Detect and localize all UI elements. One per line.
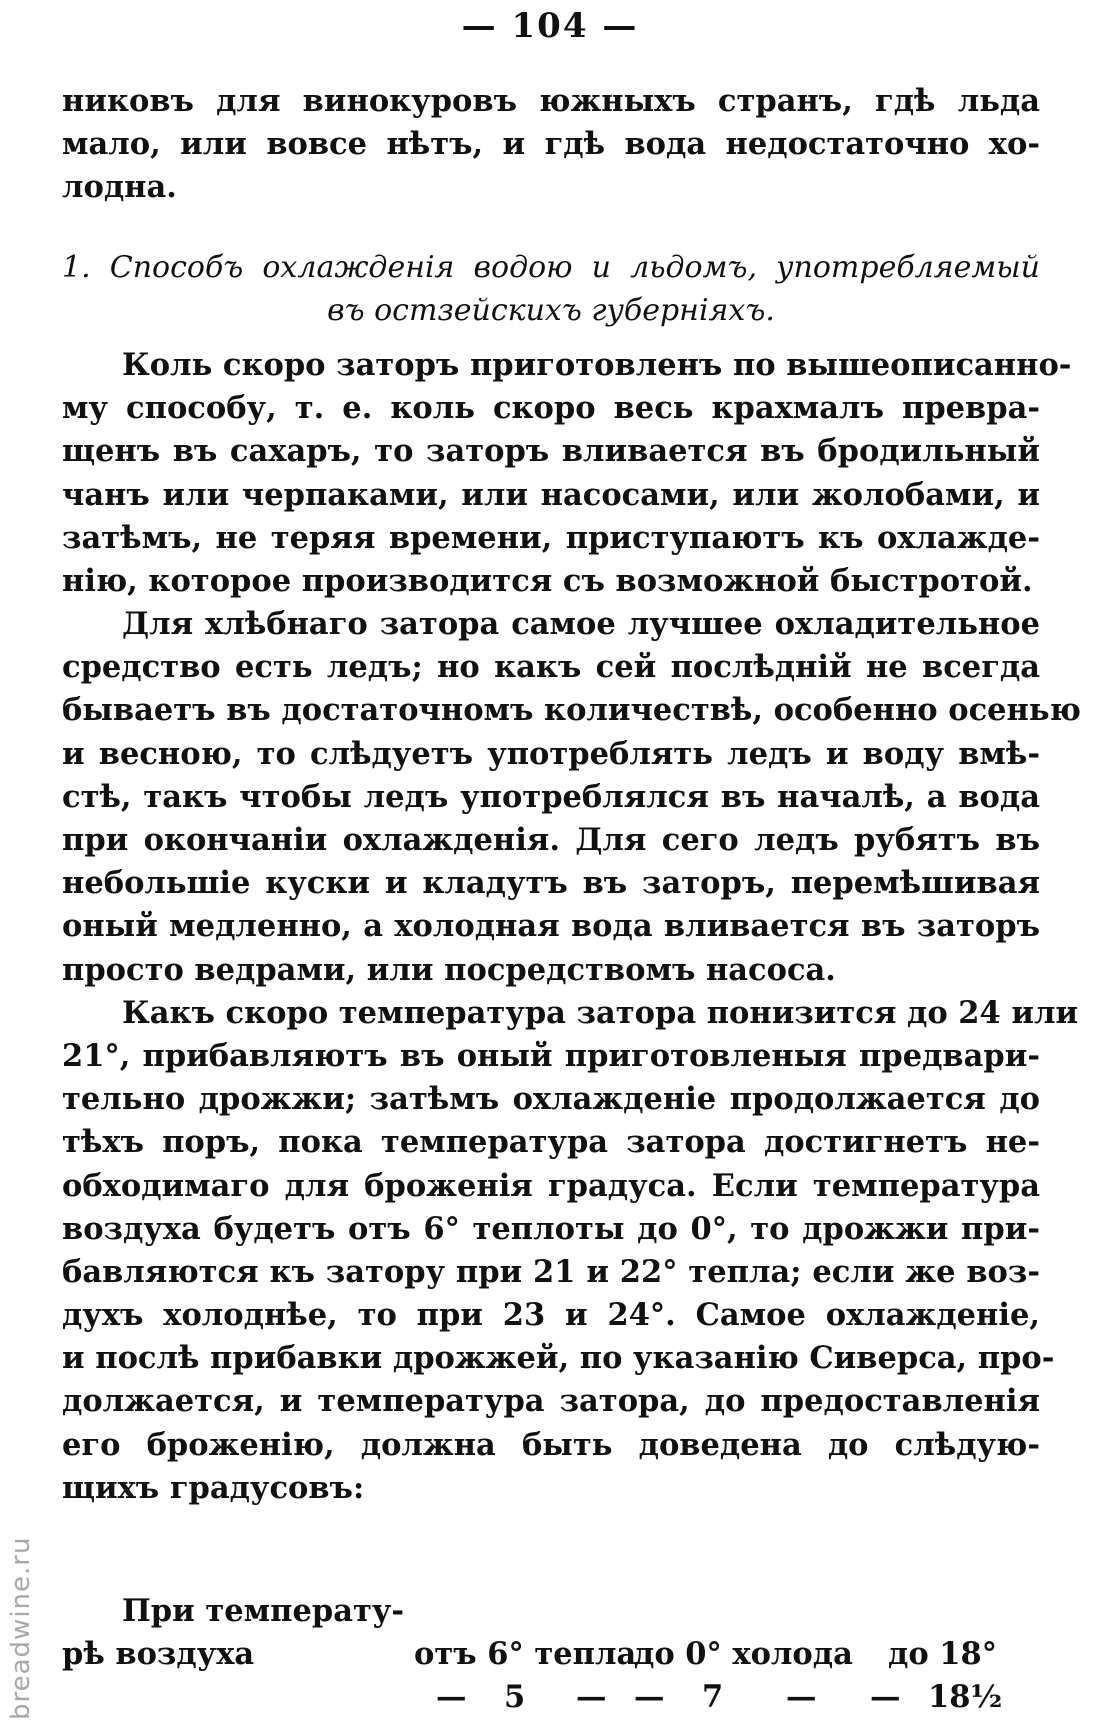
table-dash: — [436, 1679, 467, 1715]
text-line: му способу, т. е. коль скоро весь крахмалъ превра- [62, 390, 1040, 427]
text-line: нію, которое производится съ возможной быстротой. [62, 562, 1033, 599]
text-line: просто ведрами, или посредствомъ насоса. [62, 951, 836, 988]
watermark [6, 1360, 36, 1720]
text-line: средство есть ледъ; но какъ сей послѣдній не всегда [62, 649, 1040, 686]
table-row-label: рѣ воздуха [62, 1636, 255, 1672]
page-number-header: — 104 — [461, 6, 639, 46]
text-line: щенъ въ сахаръ, то заторъ вливается въ бродильный [62, 433, 1040, 470]
section-heading [62, 246, 1040, 332]
section-heading-line: въ остзейскихъ губерніяхъ. [327, 292, 775, 328]
text-line: духъ холоднѣе, то при 23 и 24°. Самое охлажденіе, [62, 1297, 1040, 1334]
text-line: бываетъ въ достаточномъ количествѣ, особенно осенью [62, 692, 1081, 729]
paragraph-2 [62, 603, 1081, 992]
table-dash: — [634, 1679, 665, 1715]
watermark-text: breadwine.ru [6, 1536, 36, 1720]
table-intro-row [62, 1590, 1040, 1633]
text-line: 21°, прибавляютъ въ оный приготовленыя предвари- [62, 1037, 1040, 1074]
text-line: оный медленно, а холодная вода вливается въ заторъ [62, 908, 1040, 945]
table-row [62, 1633, 1040, 1676]
text-line: и послѣ прибавки дрожжей, по указанію Сиверса, про- [62, 1340, 1055, 1377]
table-cell-to: до 0° холода [634, 1636, 853, 1672]
spacer [62, 210, 1040, 246]
text-line: и весною, то слѣдуетъ употреблять ледъ и воду вмѣ- [62, 735, 1040, 772]
table-dash: — [576, 1679, 607, 1715]
paragraph-3 [62, 992, 1079, 1510]
text-line: тѣхъ поръ, пока температура затора достигнетъ не- [62, 1124, 1040, 1161]
temperature-table [62, 1590, 1040, 1719]
text-line: небольшіе куски и кладутъ въ заторъ, перемѣшивая [62, 865, 1040, 902]
text-line: должается, и температура затора, до предоставленія [62, 1383, 1040, 1420]
text-line: при окончаніи охлажденія. Для сего ледъ рубятъ въ [62, 822, 1040, 858]
text-line: Какъ скоро температура затора понизится до 24 или [122, 994, 1079, 1031]
table-intro: При температу- [122, 1593, 405, 1629]
text-line: бавляются къ затору при 21 и 22° тепла; если же воз- [62, 1253, 1040, 1290]
continuation-block [62, 80, 1040, 210]
table-cell-from: 5 [504, 1679, 526, 1715]
table-cell-from: отъ 6° тепла [414, 1636, 637, 1672]
table-row [62, 1676, 1040, 1719]
table-cell-result: до 18° [888, 1636, 997, 1672]
spacer [62, 332, 1040, 344]
text-line: тельно дрожжи; затѣмъ охлажденіе продолжается до [62, 1081, 1040, 1118]
section-heading-line: 1. Способъ охлажденія водою и льдомъ, употребляемый [62, 249, 1040, 285]
text-line: чанъ или черпаками, или насосами, или жолобами, и [62, 476, 1040, 513]
body-text [62, 80, 1081, 1510]
text-line: Коль скоро заторъ приготовленъ по вышеописанно- [122, 346, 1072, 383]
text-line: стѣ, такъ чтобы ледъ употреблялся въ началѣ, а вода [62, 778, 1040, 815]
table-dash: — [870, 1679, 901, 1715]
text-line: затѣмъ, не теряя времени, приступаютъ къ охлажде- [62, 519, 1040, 556]
text-line: Для хлѣбнаго затора самое лучшее охладительное [122, 606, 1040, 643]
text-line: воздуха будетъ отъ 6° теплоты до 0°, то дрожжи при- [62, 1210, 1040, 1247]
text-line: щихъ градусовъ: [62, 1469, 365, 1506]
table-dash: — [786, 1679, 817, 1715]
text-line: мало, или вовсе нѣтъ, и гдѣ вода недостаточно хо- [62, 126, 1040, 163]
table-cell-to: 7 [702, 1679, 724, 1715]
table-cell-result: 18½ [928, 1679, 1003, 1715]
text-line: обходимаго для броженія градуса. Если температура [62, 1167, 1040, 1204]
text-line: лодна. [62, 169, 177, 206]
text-line: его броженію, должна быть доведена до слѣдую- [62, 1426, 1040, 1463]
paragraph-1 [62, 344, 1072, 603]
text-line: никовъ для винокуровъ южныхъ странъ, гдѣ льда [62, 83, 1040, 119]
